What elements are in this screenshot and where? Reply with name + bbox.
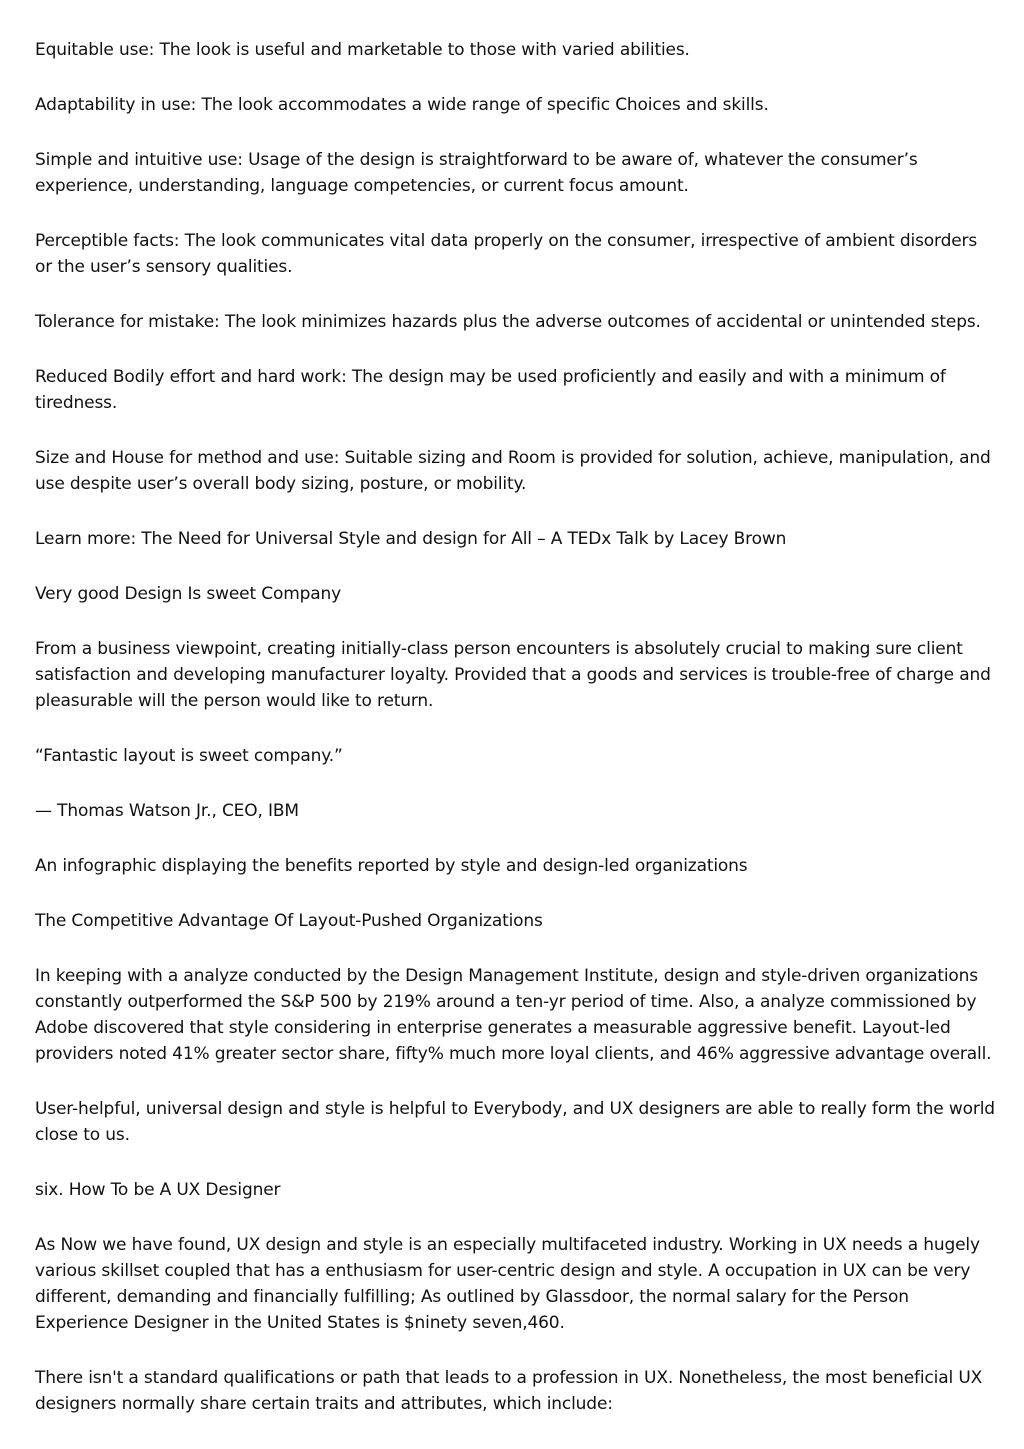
paragraph-perceptible-facts: Perceptible facts: The look communicates vital data properly on the consumer, irrespective of ambient disorders or the user’s sensory qualities.	[35, 231, 978, 277]
infographic-caption: An infographic displaying the benefits reported by style and design-led organizations	[35, 856, 748, 876]
paragraph-study-results: In keeping with a analyze conducted by the Design Management Institute, design and style-driven organizations constantly outperformed the S&P 500 by 219% around a ten-yr period of time. Also, a analyze commissioned by Adobe discovered that style considering in enterprise generates a measurable aggressive benefit. Layout-led providers noted 41% greater sector share, fifty% much more loyal clients, and 46% aggressive advantage overall.	[35, 966, 992, 1064]
document-body	[35, 37, 997, 1446]
heading-good-design: Very good Design Is sweet Company	[35, 584, 342, 604]
quote-text: “Fantastic layout is sweet company.”	[35, 746, 343, 766]
paragraph-business-viewpoint: From a business viewpoint, creating initially-class person encounters is absolutely crucial to making sure client satisfaction and developing manufacturer loyalty. Provided that a goods and services is trouble-free of charge and pleasurable will the person would like to return.	[35, 639, 991, 711]
paragraph-simple-intuitive: Simple and intuitive use: Usage of the design is straightforward to be aware of, whatever the consumer’s experience, understanding, language competencies, or current focus amount.	[35, 150, 918, 196]
quote-attribution: — Thomas Watson Jr., CEO, IBM	[35, 801, 299, 821]
paragraph-size-space: Size and House for method and use: Suitable sizing and Room is provided for solution, achieve, manipulation, and use despite user’s overall body sizing, posture, or mobility.	[35, 448, 991, 494]
heading-become-ux-designer: six. How To be A UX Designer	[35, 1180, 281, 1200]
paragraph-adaptability: Adaptability in use: The look accommodates a wide range of specific Choices and skills.	[35, 95, 769, 115]
paragraph-ux-industry: As Now we have found, UX design and style is an especially multifaceted industry. Working in UX needs a hugely various skillset coupled that has a enthusiasm for user-centric design and style. A occupation in UX can be very different, demanding and financially fulfilling; As outlined by Glassdoor, the normal salary for the Person Experience Designer in the United States is $ninety seven,460.	[35, 1235, 980, 1333]
paragraph-reduced-effort: Reduced Bodily effort and hard work: The design may be used proficiently and easily and with a minimum of tiredness.	[35, 367, 946, 413]
paragraph-tolerance: Tolerance for mistake: The look minimizes hazards plus the adverse outcomes of accidental or unintended steps.	[35, 312, 981, 332]
paragraph-qualifications: There isn't a standard qualifications or path that leads to a profession in UX. Nonetheless, the most beneficial UX designers normally share certain traits and attributes, which include:	[35, 1368, 983, 1414]
paragraph-learn-more: Learn more: The Need for Universal Style and design for All – A TEDx Talk by Lacey Brown	[35, 529, 787, 549]
paragraph-universal-design: User-helpful, universal design and style is helpful to Everybody, and UX designers are able to really form the world close to us.	[35, 1099, 995, 1145]
paragraph-equitable-use: Equitable use: The look is useful and marketable to those with varied abilities.	[35, 40, 690, 60]
heading-competitive-advantage: The Competitive Advantage Of Layout-Pushed Organizations	[35, 911, 543, 931]
